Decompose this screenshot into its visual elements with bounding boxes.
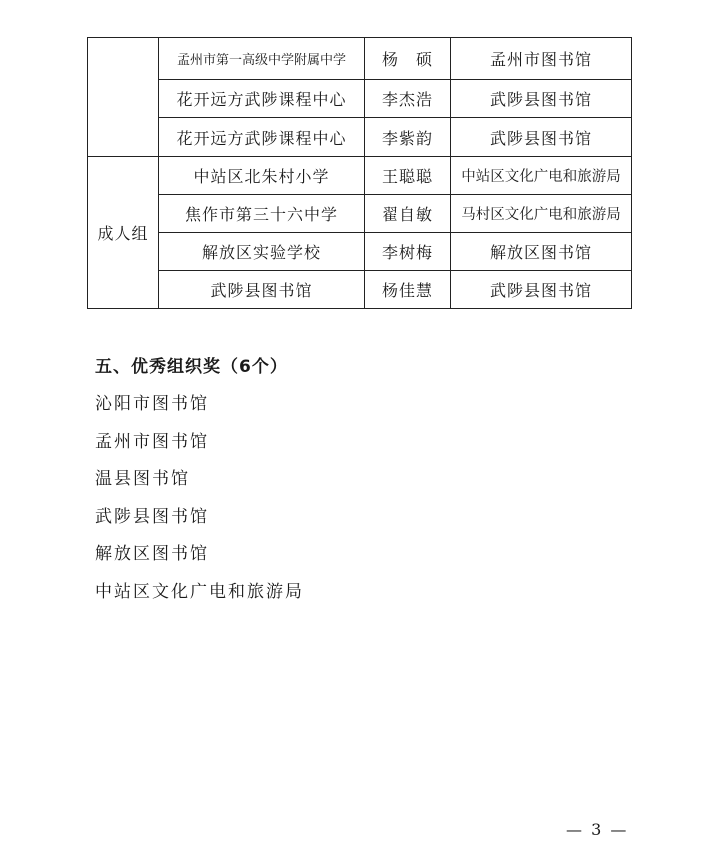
table-row — [88, 118, 632, 157]
group-cell-blank — [88, 38, 159, 157]
award-table — [87, 37, 632, 309]
page-number: — 3 — — [566, 820, 629, 839]
list-item: 温县图书馆 — [95, 469, 190, 489]
table-row — [88, 271, 632, 309]
name-cell: 李紫韵 — [365, 118, 451, 157]
school-cell: 孟州市第一高级中学附属中学 — [159, 38, 365, 80]
unit-cell: 解放区图书馆 — [451, 233, 632, 271]
school-cell: 中站区北朱村小学 — [159, 157, 365, 195]
section-heading: 五、优秀组织奖（6个） — [95, 357, 288, 377]
name-cell: 杨佳慧 — [365, 271, 451, 309]
school-cell: 解放区实验学校 — [159, 233, 365, 271]
unit-cell: 武陟县图书馆 — [451, 80, 632, 118]
table-row — [88, 157, 632, 195]
unit-cell: 孟州市图书馆 — [451, 38, 632, 80]
name-cell: 杨 硕 — [365, 38, 451, 80]
school-cell: 焦作市第三十六中学 — [159, 195, 365, 233]
name-cell: 王聪聪 — [365, 157, 451, 195]
table-row — [88, 80, 632, 118]
table-row — [88, 38, 632, 80]
school-cell: 花开远方武陟课程中心 — [159, 118, 365, 157]
group-cell-adult: 成人组 — [88, 157, 159, 309]
organization-list — [95, 392, 304, 617]
school-cell: 武陟县图书馆 — [159, 271, 365, 309]
table-row — [88, 195, 632, 233]
unit-cell: 武陟县图书馆 — [451, 271, 632, 309]
name-cell: 李杰浩 — [365, 80, 451, 118]
list-item: 孟州市图书馆 — [95, 431, 209, 452]
list-item: 中站区文化广电和旅游局 — [95, 581, 304, 602]
name-cell: 翟自敏 — [365, 195, 451, 233]
school-cell: 花开远方武陟课程中心 — [159, 80, 365, 118]
unit-cell: 中站区文化广电和旅游局 — [451, 157, 632, 195]
unit-cell: 武陟县图书馆 — [451, 118, 632, 157]
name-cell: 李树梅 — [365, 233, 451, 271]
table-row — [88, 233, 632, 271]
list-item: 解放区图书馆 — [95, 544, 209, 564]
list-item: 武陟县图书馆 — [95, 506, 209, 527]
list-item: 沁阳市图书馆 — [95, 394, 209, 414]
unit-cell: 马村区文化广电和旅游局 — [451, 195, 632, 233]
